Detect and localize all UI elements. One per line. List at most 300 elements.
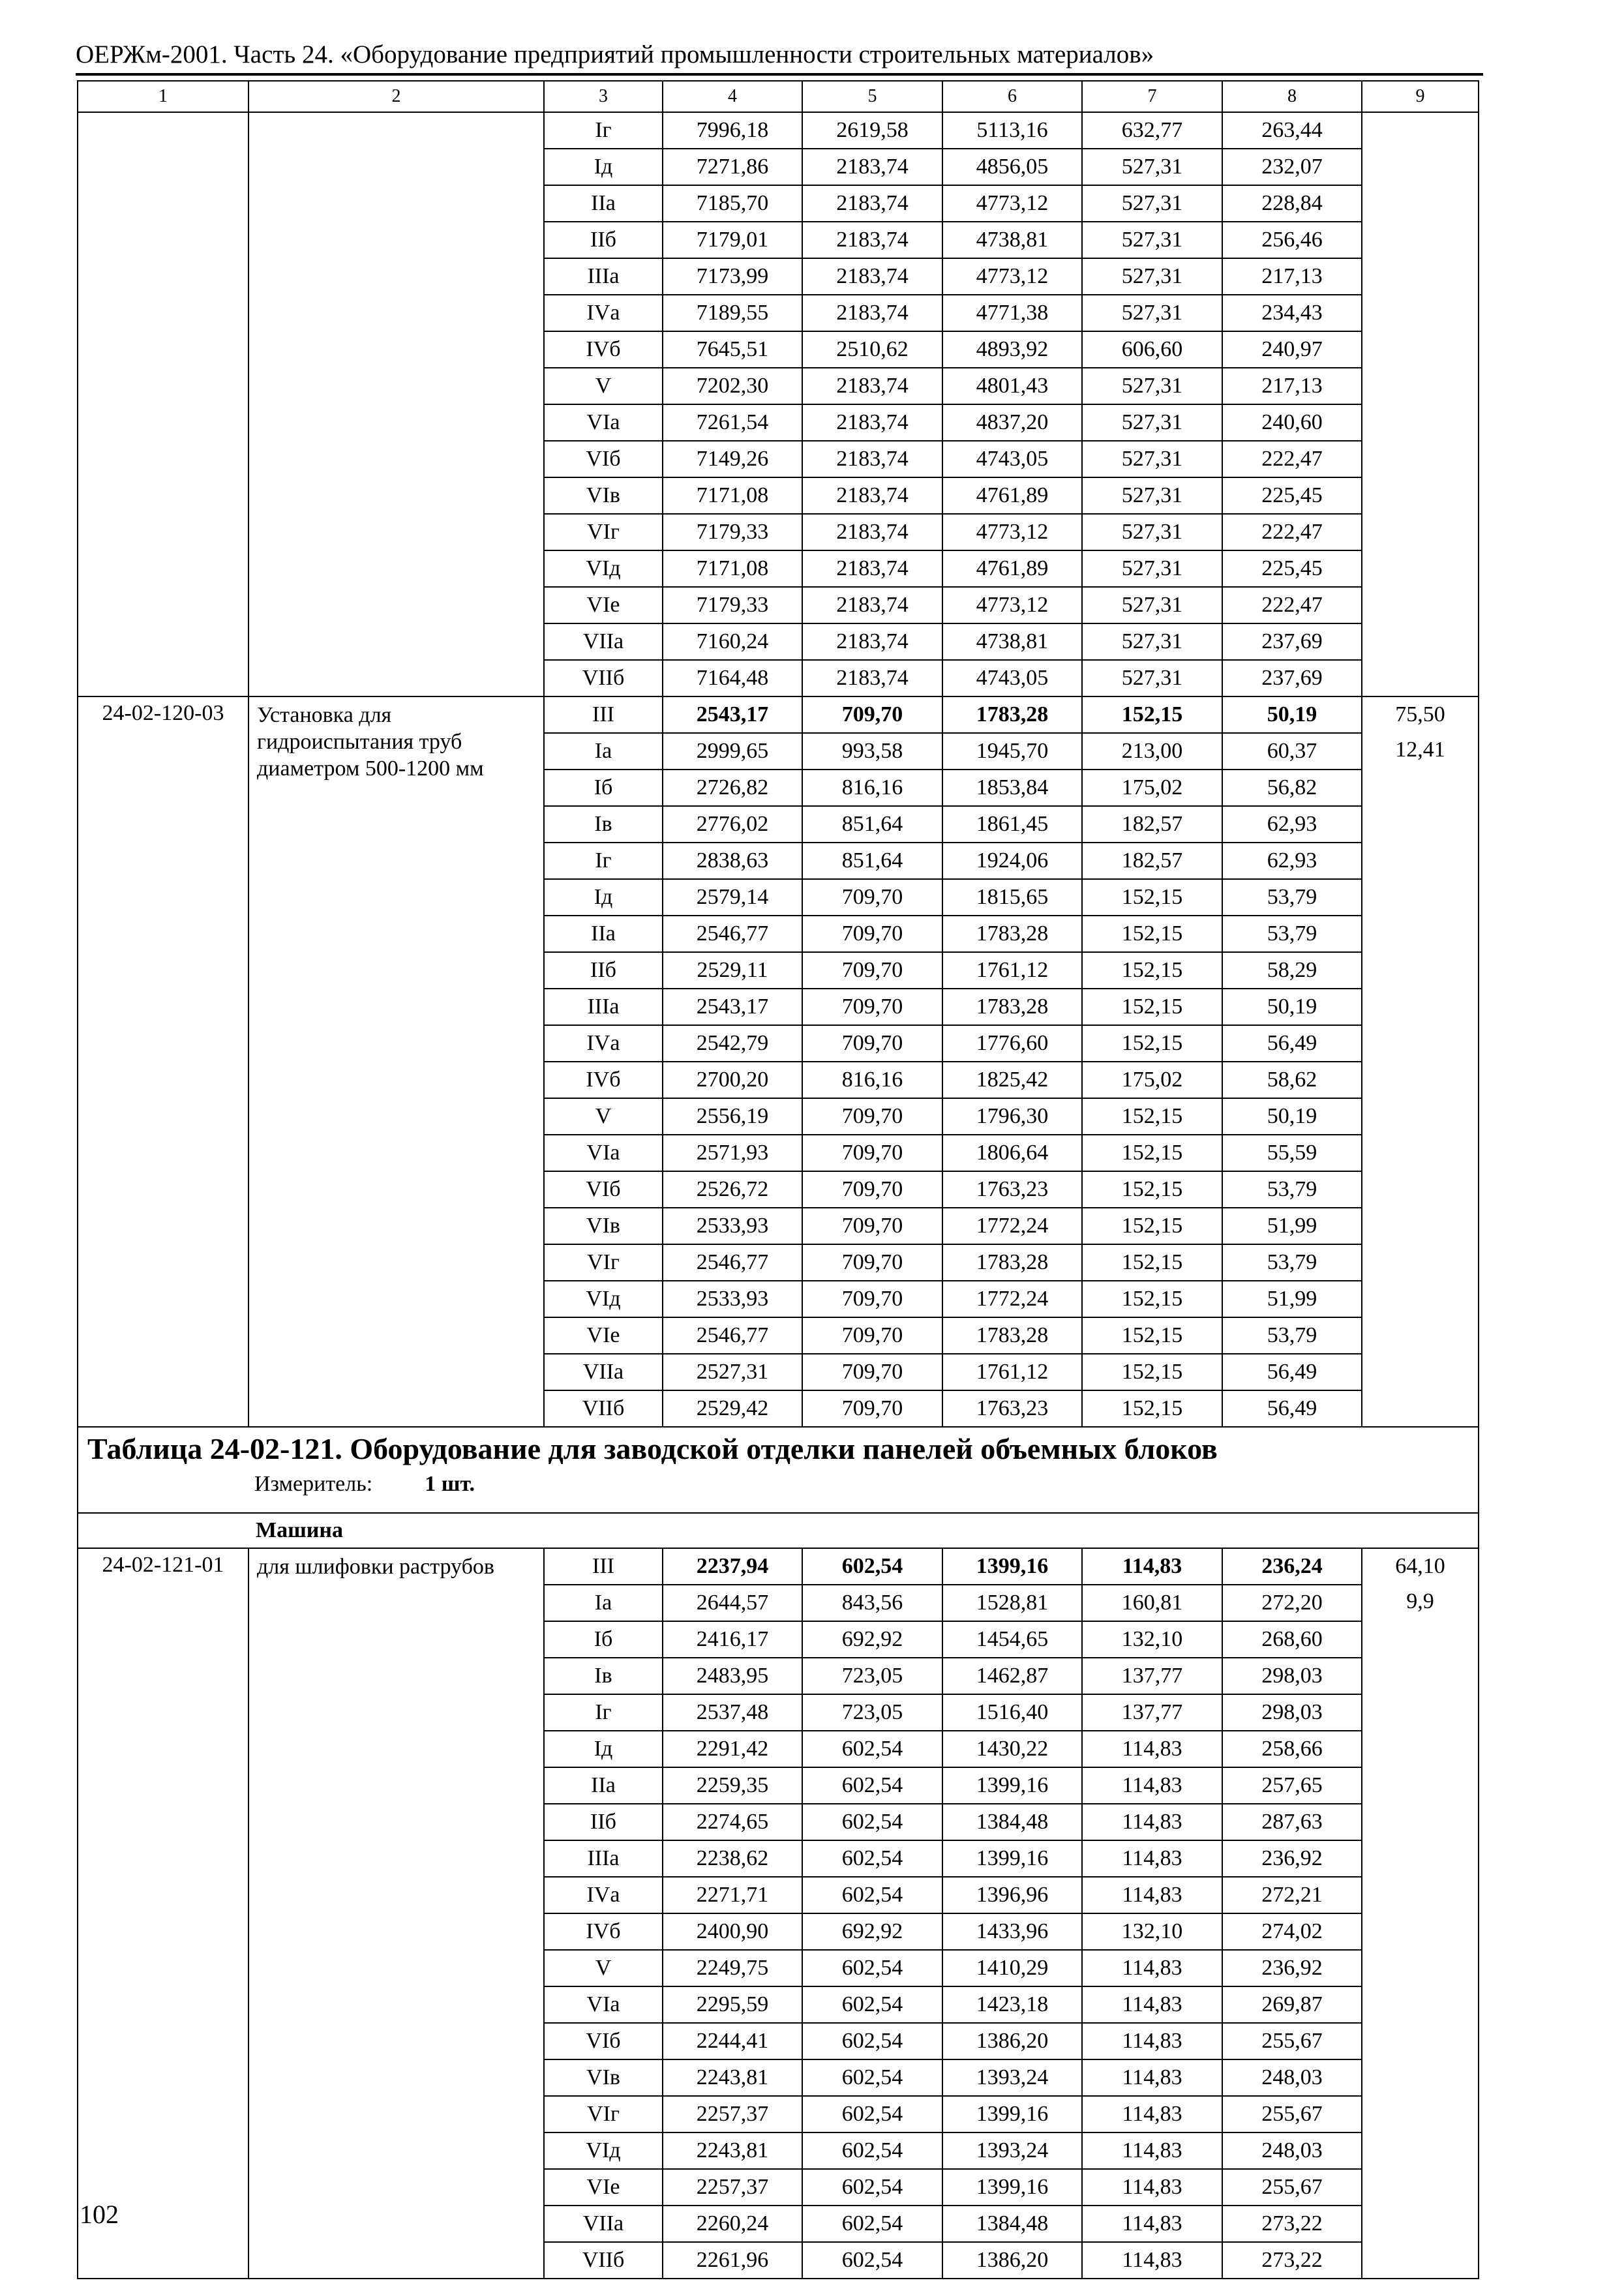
cell-machines: 1384,48 [942, 1804, 1082, 1840]
cell-materials: 217,13 [1222, 368, 1362, 404]
cell-index: VIе [544, 587, 663, 623]
rates-table [77, 80, 1479, 2279]
cell-total: 7996,18 [663, 112, 802, 149]
cell-index: VIб [544, 441, 663, 477]
cell-machinist-wages: 527,31 [1082, 623, 1222, 660]
cell-machines: 1815,65 [942, 879, 1082, 916]
cell-materials: 222,47 [1222, 587, 1362, 623]
cell-wages: 602,54 [802, 2059, 942, 2096]
page-header: ОЕРЖм-2001. Часть 24. «Оборудование предприятий промышленности строительных материалов» [76, 40, 1154, 68]
cell-total: 2556,19 [663, 1098, 802, 1135]
cell-wages: 2183,74 [802, 404, 942, 441]
cell-total: 2529,42 [663, 1390, 802, 1427]
table-body [78, 81, 1479, 2279]
cell-index: VIв [544, 2059, 663, 2096]
cell-machines: 4743,05 [942, 441, 1082, 477]
cell-wages: 709,70 [802, 1208, 942, 1244]
cell-wages: 2183,74 [802, 660, 942, 696]
cell-wages: 723,05 [802, 1658, 942, 1694]
cell-machinist-wages: 175,02 [1082, 770, 1222, 806]
cell-total: 2542,79 [663, 1025, 802, 1062]
cell-machinist-wages: 114,83 [1082, 2023, 1222, 2059]
cell-machines: 1783,28 [942, 916, 1082, 952]
cell-machines: 4773,12 [942, 185, 1082, 222]
table-row [78, 1548, 1479, 1585]
cell-machines: 1386,20 [942, 2023, 1082, 2059]
cell-machinist-wages: 137,77 [1082, 1658, 1222, 1694]
cell-total: 2400,90 [663, 1913, 802, 1950]
cell-total: 7271,86 [663, 149, 802, 185]
cell-total: 2237,94 [663, 1548, 802, 1585]
cell-wages: 602,54 [802, 2132, 942, 2169]
cell-wages: 723,05 [802, 1694, 942, 1731]
cell-machines: 4773,12 [942, 514, 1082, 550]
col9-value: 64,10 [1395, 1554, 1445, 1578]
cell-machines: 1430,22 [942, 1731, 1082, 1767]
cell-wages: 692,92 [802, 1621, 942, 1658]
cell-index: VIд [544, 2132, 663, 2169]
cell-wages: 2183,74 [802, 550, 942, 587]
cell-machinist-wages: 152,15 [1082, 1135, 1222, 1171]
cell-index: IIб [544, 952, 663, 989]
cell-wages: 709,70 [802, 1281, 942, 1317]
cell-index: Iг [544, 1694, 663, 1731]
cell-total: 2259,35 [663, 1767, 802, 1804]
cell-total: 7149,26 [663, 441, 802, 477]
cell-total: 2244,41 [663, 2023, 802, 2059]
cell-machines: 4771,38 [942, 295, 1082, 331]
cell-machines: 1399,16 [942, 1767, 1082, 1804]
cell-materials: 56,49 [1222, 1025, 1362, 1062]
cell-index: IVа [544, 1877, 663, 1913]
cell-total: 2243,81 [663, 2132, 802, 2169]
rate-col9-cell [1362, 696, 1479, 1427]
cell-materials: 62,93 [1222, 843, 1362, 879]
cell-wages: 2183,74 [802, 587, 942, 623]
cell-machines: 1516,40 [942, 1694, 1082, 1731]
cell-index: Iа [544, 733, 663, 770]
cell-total: 2838,63 [663, 843, 802, 879]
cell-materials: 56,82 [1222, 770, 1362, 806]
cell-wages: 843,56 [802, 1585, 942, 1621]
cell-machines: 1399,16 [942, 2169, 1082, 2206]
cell-total: 2546,77 [663, 1317, 802, 1354]
cell-index: IVа [544, 295, 663, 331]
cell-machinist-wages: 152,15 [1082, 1390, 1222, 1427]
cell-machines: 1399,16 [942, 1548, 1082, 1585]
cell-total: 2776,02 [663, 806, 802, 843]
cell-wages: 2619,58 [802, 112, 942, 149]
cell-machines: 1853,84 [942, 770, 1082, 806]
cell-total: 2238,62 [663, 1840, 802, 1877]
cell-index: IIб [544, 222, 663, 258]
cell-machinist-wages: 152,15 [1082, 1025, 1222, 1062]
cell-materials: 53,79 [1222, 1244, 1362, 1281]
column-number: 2 [248, 81, 544, 112]
cell-materials: 255,67 [1222, 2169, 1362, 2206]
cell-materials: 240,97 [1222, 331, 1362, 368]
cell-machines: 1783,28 [942, 1317, 1082, 1354]
cell-total: 7173,99 [663, 258, 802, 295]
cell-total: 2579,14 [663, 879, 802, 916]
cell-machines: 1763,23 [942, 1390, 1082, 1427]
cell-machinist-wages: 152,15 [1082, 1244, 1222, 1281]
cell-materials: 248,03 [1222, 2132, 1362, 2169]
cell-materials: 268,60 [1222, 1621, 1362, 1658]
cell-index: VIв [544, 1208, 663, 1244]
cell-machines: 1384,48 [942, 2206, 1082, 2242]
cell-wages: 709,70 [802, 1025, 942, 1062]
cell-total: 2543,17 [663, 696, 802, 733]
cell-total: 2249,75 [663, 1950, 802, 1986]
cell-total: 2274,65 [663, 1804, 802, 1840]
cell-materials: 58,62 [1222, 1062, 1362, 1098]
cell-index: VIа [544, 1986, 663, 2023]
cell-index: IIа [544, 185, 663, 222]
table-row [78, 112, 1479, 149]
cell-machinist-wages: 114,83 [1082, 2132, 1222, 2169]
cell-index: IVб [544, 1062, 663, 1098]
cell-index: IVб [544, 1913, 663, 1950]
cell-machines: 4893,92 [942, 331, 1082, 368]
cell-index: VIб [544, 1171, 663, 1208]
group-label-row [78, 1513, 1479, 1548]
cell-machinist-wages: 114,83 [1082, 2206, 1222, 2242]
column-number: 9 [1362, 81, 1479, 112]
cell-machinist-wages: 152,15 [1082, 1098, 1222, 1135]
cell-machinist-wages: 213,00 [1082, 733, 1222, 770]
cell-index: Iв [544, 1658, 663, 1694]
cell-wages: 2183,74 [802, 368, 942, 404]
cell-wages: 709,70 [802, 1244, 942, 1281]
cell-wages: 602,54 [802, 2023, 942, 2059]
cell-materials: 236,92 [1222, 1840, 1362, 1877]
cell-total: 2533,93 [663, 1208, 802, 1244]
cell-machinist-wages: 152,15 [1082, 879, 1222, 916]
cell-machinist-wages: 152,15 [1082, 1281, 1222, 1317]
cell-total: 2543,17 [663, 989, 802, 1025]
cell-wages: 2183,74 [802, 295, 942, 331]
cell-machines: 1528,81 [942, 1585, 1082, 1621]
cell-wages: 2183,74 [802, 258, 942, 295]
cell-total: 7179,33 [663, 514, 802, 550]
cell-machinist-wages: 152,15 [1082, 1354, 1222, 1390]
rate-col9-cell [1362, 112, 1479, 696]
cell-total: 7160,24 [663, 623, 802, 660]
cell-wages: 709,70 [802, 1098, 942, 1135]
cell-machinist-wages: 114,83 [1082, 2242, 1222, 2279]
cell-wages: 602,54 [802, 1731, 942, 1767]
cell-machines: 1462,87 [942, 1658, 1082, 1694]
cell-index: IIа [544, 916, 663, 952]
cell-total: 2726,82 [663, 770, 802, 806]
cell-total: 7261,54 [663, 404, 802, 441]
cell-materials: 50,19 [1222, 696, 1362, 733]
cell-materials: 222,47 [1222, 441, 1362, 477]
cell-machinist-wages: 527,31 [1082, 185, 1222, 222]
cell-machines: 1776,60 [942, 1025, 1082, 1062]
column-number-row [78, 81, 1479, 112]
column-number: 3 [544, 81, 663, 112]
col9-value: 9,9 [1406, 1589, 1434, 1613]
cell-machines: 1433,96 [942, 1913, 1082, 1950]
cell-wages: 2183,74 [802, 623, 942, 660]
cell-machines: 4801,43 [942, 368, 1082, 404]
cell-machinist-wages: 114,83 [1082, 2096, 1222, 2132]
cell-machines: 1783,28 [942, 696, 1082, 733]
cell-index: VIIа [544, 2206, 663, 2242]
table-row [78, 696, 1479, 733]
cell-machinist-wages: 606,60 [1082, 331, 1222, 368]
cell-total: 2526,72 [663, 1171, 802, 1208]
cell-machinist-wages: 114,83 [1082, 2169, 1222, 2206]
cell-index: VIе [544, 1317, 663, 1354]
cell-wages: 602,54 [802, 2242, 942, 2279]
cell-machines: 1393,24 [942, 2059, 1082, 2096]
cell-index: IIIа [544, 258, 663, 295]
cell-wages: 602,54 [802, 1804, 942, 1840]
cell-wages: 993,58 [802, 733, 942, 770]
cell-wages: 602,54 [802, 2169, 942, 2206]
cell-wages: 816,16 [802, 1062, 942, 1098]
cell-wages: 602,54 [802, 2096, 942, 2132]
cell-total: 7179,33 [663, 587, 802, 623]
cell-index: VIIб [544, 2242, 663, 2279]
rate-code-cell: 24-02-120-03 [78, 696, 248, 1427]
cell-materials: 273,22 [1222, 2206, 1362, 2242]
cell-materials: 263,44 [1222, 112, 1362, 149]
cell-total: 2271,71 [663, 1877, 802, 1913]
rate-code-cell: 24-02-121-01 [78, 1548, 248, 2279]
cell-total: 2416,17 [663, 1621, 802, 1658]
cell-materials: 298,03 [1222, 1658, 1362, 1694]
cell-index: Iб [544, 1621, 663, 1658]
cell-materials: 257,65 [1222, 1767, 1362, 1804]
cell-index: Iа [544, 1585, 663, 1621]
cell-materials: 55,59 [1222, 1135, 1362, 1171]
section-heading-cell [78, 1427, 1479, 1513]
cell-machines: 4761,89 [942, 550, 1082, 587]
cell-materials: 56,49 [1222, 1354, 1362, 1390]
cell-machinist-wages: 114,83 [1082, 1840, 1222, 1877]
cell-wages: 709,70 [802, 916, 942, 952]
cell-machinist-wages: 527,31 [1082, 295, 1222, 331]
cell-index: Iг [544, 843, 663, 879]
cell-index: IIб [544, 1804, 663, 1840]
cell-materials: 236,24 [1222, 1548, 1362, 1585]
cell-index: V [544, 1098, 663, 1135]
section-title: Таблица 24-02-121. Оборудование для заводской отделки панелей объемных блоков [87, 1432, 1218, 1465]
cell-machines: 1772,24 [942, 1208, 1082, 1244]
rate-description-cell: Установка для гидроиспытания труб диаметром 500-1200 мм [248, 696, 544, 1427]
cell-total: 2257,37 [663, 2169, 802, 2206]
column-number: 7 [1082, 81, 1222, 112]
cell-materials: 53,79 [1222, 916, 1362, 952]
cell-machines: 1763,23 [942, 1171, 1082, 1208]
cell-wages: 2183,74 [802, 514, 942, 550]
cell-wages: 851,64 [802, 843, 942, 879]
cell-index: IIIа [544, 989, 663, 1025]
cell-machinist-wages: 527,31 [1082, 258, 1222, 295]
cell-index: VIд [544, 550, 663, 587]
cell-wages: 709,70 [802, 989, 942, 1025]
cell-materials: 58,29 [1222, 952, 1362, 989]
rate-col9-cell [1362, 1548, 1479, 2279]
cell-materials: 51,99 [1222, 1281, 1362, 1317]
rate-description-cell: для шлифовки раструбов [248, 1548, 544, 2279]
cell-materials: 225,45 [1222, 550, 1362, 587]
cell-total: 7645,51 [663, 331, 802, 368]
cell-wages: 2183,74 [802, 441, 942, 477]
cell-materials: 225,45 [1222, 477, 1362, 514]
cell-machines: 1945,70 [942, 733, 1082, 770]
cell-index: Iб [544, 770, 663, 806]
cell-machines: 4773,12 [942, 587, 1082, 623]
page-number: 102 [80, 2200, 119, 2229]
cell-machinist-wages: 152,15 [1082, 1208, 1222, 1244]
cell-machinist-wages: 114,83 [1082, 1731, 1222, 1767]
cell-machinist-wages: 114,83 [1082, 1950, 1222, 1986]
cell-total: 2291,42 [663, 1731, 802, 1767]
cell-machinist-wages: 137,77 [1082, 1694, 1222, 1731]
cell-machinist-wages: 152,15 [1082, 916, 1222, 952]
cell-index: VIб [544, 2023, 663, 2059]
cell-total: 2243,81 [663, 2059, 802, 2096]
cell-machinist-wages: 114,83 [1082, 1548, 1222, 1585]
cell-wages: 2510,62 [802, 331, 942, 368]
measure-label: Измеритель: [254, 1472, 373, 1496]
cell-machinist-wages: 527,31 [1082, 149, 1222, 185]
cell-machinist-wages: 182,57 [1082, 843, 1222, 879]
cell-index: IVб [544, 331, 663, 368]
cell-wages: 602,54 [802, 1840, 942, 1877]
cell-wages: 2183,74 [802, 477, 942, 514]
cell-wages: 709,70 [802, 1171, 942, 1208]
cell-machines: 1806,64 [942, 1135, 1082, 1171]
cell-total: 7189,55 [663, 295, 802, 331]
cell-machinist-wages: 527,31 [1082, 222, 1222, 258]
cell-index: Iд [544, 879, 663, 916]
cell-wages: 602,54 [802, 1950, 942, 1986]
cell-machines: 4761,89 [942, 477, 1082, 514]
cell-index: VIд [544, 1281, 663, 1317]
cell-index: Iд [544, 149, 663, 185]
cell-index: Iд [544, 1731, 663, 1767]
cell-index: VIIа [544, 1354, 663, 1390]
cell-materials: 256,46 [1222, 222, 1362, 258]
cell-machinist-wages: 182,57 [1082, 806, 1222, 843]
cell-machines: 5113,16 [942, 112, 1082, 149]
cell-materials: 237,69 [1222, 623, 1362, 660]
cell-index: VIг [544, 514, 663, 550]
cell-machinist-wages: 114,83 [1082, 2059, 1222, 2096]
cell-machinist-wages: 114,83 [1082, 1877, 1222, 1913]
cell-wages: 602,54 [802, 1986, 942, 2023]
cell-machines: 4773,12 [942, 258, 1082, 295]
cell-materials: 272,21 [1222, 1877, 1362, 1913]
cell-materials: 236,92 [1222, 1950, 1362, 1986]
cell-machinist-wages: 152,15 [1082, 1317, 1222, 1354]
cell-total: 7202,30 [663, 368, 802, 404]
rate-description-cell [248, 112, 544, 696]
cell-materials: 228,84 [1222, 185, 1362, 222]
cell-materials: 237,69 [1222, 660, 1362, 696]
cell-wages: 816,16 [802, 770, 942, 806]
cell-machines: 1783,28 [942, 989, 1082, 1025]
cell-total: 2533,93 [663, 1281, 802, 1317]
cell-machinist-wages: 152,15 [1082, 1171, 1222, 1208]
cell-machinist-wages: 152,15 [1082, 696, 1222, 733]
cell-index: IVа [544, 1025, 663, 1062]
cell-machines: 1796,30 [942, 1098, 1082, 1135]
cell-machines: 1386,20 [942, 2242, 1082, 2279]
cell-machinist-wages: 152,15 [1082, 989, 1222, 1025]
cell-index: VIа [544, 404, 663, 441]
cell-machines: 4738,81 [942, 222, 1082, 258]
cell-total: 2260,24 [663, 2206, 802, 2242]
cell-wages: 602,54 [802, 1877, 942, 1913]
cell-machines: 1410,29 [942, 1950, 1082, 1986]
cell-machines: 1761,12 [942, 952, 1082, 989]
group-label: Машина [78, 1513, 1479, 1548]
cell-materials: 50,19 [1222, 1098, 1362, 1135]
cell-index: VIг [544, 2096, 663, 2132]
cell-total: 2644,57 [663, 1585, 802, 1621]
cell-wages: 851,64 [802, 806, 942, 843]
cell-wages: 602,54 [802, 2206, 942, 2242]
col9-value: 75,50 [1395, 702, 1445, 726]
cell-index: III [544, 1548, 663, 1585]
cell-wages: 709,70 [802, 1390, 942, 1427]
cell-index: VIIа [544, 623, 663, 660]
cell-wages: 709,70 [802, 1317, 942, 1354]
cell-machinist-wages: 527,31 [1082, 660, 1222, 696]
cell-total: 2295,59 [663, 1986, 802, 2023]
section-heading-row [78, 1427, 1479, 1513]
cell-total: 7179,01 [663, 222, 802, 258]
cell-machinist-wages: 527,31 [1082, 441, 1222, 477]
cell-machinist-wages: 152,15 [1082, 952, 1222, 989]
cell-machinist-wages: 132,10 [1082, 1621, 1222, 1658]
cell-index: VIв [544, 477, 663, 514]
cell-machinist-wages: 114,83 [1082, 1804, 1222, 1840]
cell-materials: 258,66 [1222, 1731, 1362, 1767]
cell-machines: 1924,06 [942, 843, 1082, 879]
cell-machinist-wages: 175,02 [1082, 1062, 1222, 1098]
cell-materials: 287,63 [1222, 1804, 1362, 1840]
cell-wages: 692,92 [802, 1913, 942, 1950]
column-number: 5 [802, 81, 942, 112]
cell-index: V [544, 1950, 663, 1986]
cell-index: VIе [544, 2169, 663, 2206]
cell-index: III [544, 696, 663, 733]
cell-machines: 1783,28 [942, 1244, 1082, 1281]
cell-machinist-wages: 527,31 [1082, 368, 1222, 404]
measure-line [254, 1473, 1469, 1495]
cell-total: 2571,93 [663, 1135, 802, 1171]
cell-materials: 273,22 [1222, 2242, 1362, 2279]
cell-machinist-wages: 132,10 [1082, 1913, 1222, 1950]
cell-materials: 60,37 [1222, 733, 1362, 770]
cell-materials: 298,03 [1222, 1694, 1362, 1731]
cell-total: 2537,48 [663, 1694, 802, 1731]
cell-materials: 56,49 [1222, 1390, 1362, 1427]
cell-machines: 1396,96 [942, 1877, 1082, 1913]
cell-total: 7164,48 [663, 660, 802, 696]
cell-index: VIIб [544, 1390, 663, 1427]
cell-index: IIIа [544, 1840, 663, 1877]
cell-materials: 255,67 [1222, 2096, 1362, 2132]
